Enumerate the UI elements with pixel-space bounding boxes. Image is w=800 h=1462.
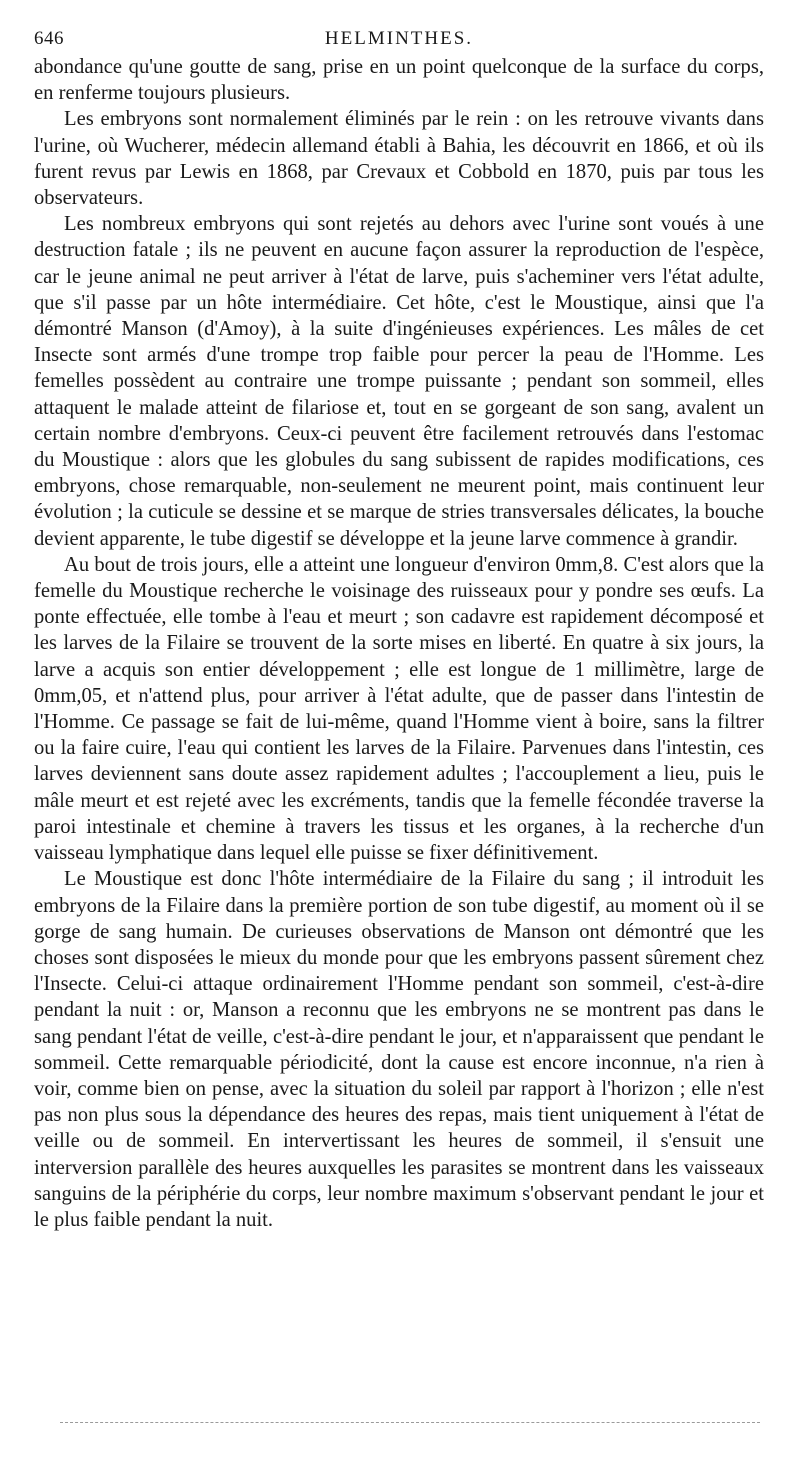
paragraph-mosquito-host: Les nombreux embryons qui sont rejetés au dehors avec l'urine sont voués à une destruction fatale ; ils ne peuvent en aucune façon assurer la reproduction de l'espèce, car le jeune animal ne peut arriver à l'état de larve, puis s'acheminer vers l'état adulte, que s'il passe par un hôte intermédiaire. Cet hôte, c'est le Moustique, ainsi que l'a démontré Manson (d'Amoy), à la suite d'ingénieuses expériences. Les mâles de cet Insecte sont armés d'une trompe trop faible pour percer la peau de l'Homme. Les femelles possèdent au contraire une trompe puissante ; pendant son sommeil, elles attaquent le malade atteint de filariose et, tout en se gorgeant de son sang, avalent un certain nombre d'embryons. Ceux-ci peuvent être facilement retrouvés dans l'estomac du Moustique : alors que les globules du sang subissent de rapides modifications, ces embryons, chose remarquable, non-seulement ne meurent point, mais continuent leur évolution ; la cuticule se dessine et se marque de stries transversales délicates, la bouche devient apparente, le tube digestif se développe et la jeune larve commence à grandir. <box>34 213 764 550</box>
body-text <box>34 54 764 1233</box>
book-page <box>34 22 764 1233</box>
running-title: HELMINTHES. <box>324 28 474 49</box>
paragraph-continuation: abondance qu'une goutte de sang, prise en un point quelconque de la surface du corps, en renferme toujours plusieurs. <box>34 56 764 105</box>
paragraph-larva-development: Au bout de trois jours, elle a atteint une longueur d'environ 0mm,8. C'est alors que la femelle du Moustique recherche le voisinage des ruisseaux pour y pondre ses œufs. La ponte effectuée, elle tombe à l'eau et meurt ; son cadavre est rapidement décomposé et les larves de la Filaire se trouvent de la sorte mises en liberté. En quatre à six jours, la larve a acquis son entier développement ; elle est longue de 1 millimètre, large de 0mm,05, et n'attend plus, pour arriver à l'état adulte, que de passer dans l'intestin de l'Homme. Ce passage se fait de lui-même, quand l'Homme vient à boire, sans la filtrer ou la faire cuire, l'eau qui contient les larves de la Filaire. Parvenues dans l'intestin, ces larves deviennent sans doute assez rapidement adultes ; l'accouplement a lieu, puis le mâle meurt et est rejeté avec les excréments, tandis que la femelle fécondée traverse la paroi intestinale et chemine à travers les tissus et les organes, à la recherche d'un vaisseau lymphatique dans lequel elle puisse se fixer définitivement. <box>34 553 764 865</box>
page-number: 646 <box>34 28 64 49</box>
running-head <box>34 22 764 54</box>
paragraph-periodicity: Le Moustique est donc l'hôte intermédiaire de la Filaire du sang ; il introduit les embryons de la Filaire dans la première portion de son tube digestif, au moment où il se gorge de sang humain. De curieuses observations de Manson ont démontré que les choses sont disposées le mieux du monde pour que les embryons passent sûrement chez l'Insecte. Celui-ci attaque ordinairement l'Homme pendant son sommeil, c'est-à-dire pendant la nuit : or, Manson a reconnu que les embryons ne se montrent pas dans le sang pendant l'état de veille, c'est-à-dire pendant le jour, et n'apparaissent que pendant le sommeil. Cette remarquable périodicité, dont la cause est encore inconnue, n'a rien à voir, comme bien on pense, avec la situation du soleil par rapport à l'horizon ; elle n'est pas non plus sous la dépendance des heures des repas, mais tient uniquement à l'état de veille ou de sommeil. En intervertissant les heures de sommeil, il s'ensuit une interversion parallèle des heures auxquelles les parasites se montrent dans les vaisseaux sanguins de la périphérie du corps, leur nombre maximum s'observant pendant le jour et le plus faible pendant la nuit. <box>34 868 764 1231</box>
paragraph-embryos-elimination: Les embryons sont normalement éliminés par le rein : on les retrouve vivants dans l'urine, où Wucherer, médecin allemand établi à Bahia, les découvrit en 1866, et où ils furent revus par Lewis en 1868, par Crevaux et Cobbold en 1870, puis par tous les observateurs. <box>34 108 764 210</box>
bottom-rule-divider <box>60 1422 760 1423</box>
